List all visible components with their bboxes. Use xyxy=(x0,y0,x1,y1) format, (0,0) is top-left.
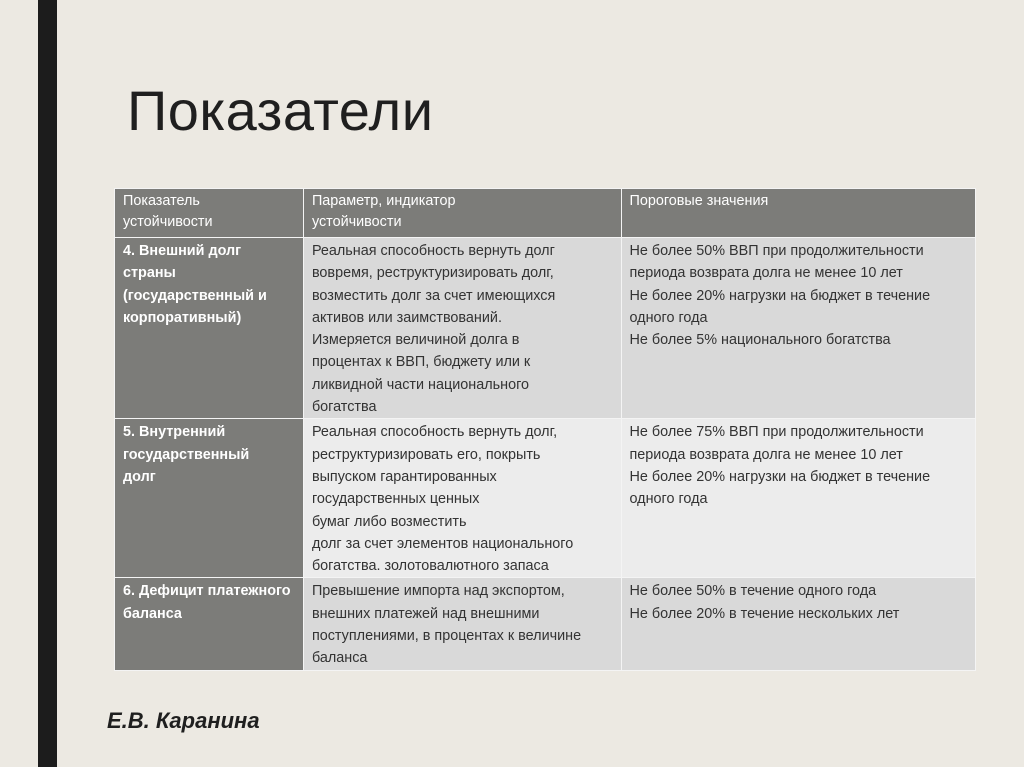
cell-line: процентах к ВВП, бюджету или к xyxy=(311,354,531,371)
cell-line: Не более 75% ВВП при продолжительности xyxy=(629,424,924,441)
cell-line: баланса xyxy=(123,605,182,622)
cell-line: баланса xyxy=(311,650,368,667)
table-header-row xyxy=(115,189,976,238)
cell-line: бумаг либо возместить xyxy=(311,513,467,530)
cell-line: периода возврата долга не менее 10 лет xyxy=(629,265,903,282)
header-line: Показатель xyxy=(123,193,200,209)
cell-line: Превышение импорта над экспортом, xyxy=(311,583,565,600)
cell-line: 4. Внешний долг xyxy=(123,243,242,259)
cell-line: долг xyxy=(123,468,156,485)
header-parameter xyxy=(303,189,621,238)
cell-line: активов или заимствований. xyxy=(311,309,502,326)
cell-line: 5. Внутренний xyxy=(123,424,226,441)
cell-line: Не более 20% в течение нескольких лет xyxy=(629,605,900,622)
header-indicator xyxy=(115,189,304,238)
cell-line: Не более 5% национального богатства xyxy=(629,332,891,349)
cell-line: Не более 50% ВВП при продолжительности xyxy=(629,243,924,259)
cell-line: государственный xyxy=(123,446,250,463)
table-row xyxy=(115,419,976,578)
row-threshold xyxy=(621,578,976,670)
row-parameter xyxy=(303,419,621,578)
cell-line: периода возврата долга не менее 10 лет xyxy=(629,446,903,463)
cell-line: одного года xyxy=(629,491,708,508)
cell-line: корпоративный) xyxy=(123,309,242,326)
cell-line: страны xyxy=(123,265,176,282)
cell-line: Не более 20% нагрузки на бюджет в течение xyxy=(629,287,931,304)
cell-line: Реальная способность вернуть долг, xyxy=(311,424,558,441)
header-line: Пороговые значения xyxy=(629,193,769,209)
row-parameter xyxy=(303,238,621,419)
table-row xyxy=(115,238,976,419)
cell-line: Не более 20% нагрузки на бюджет в течение xyxy=(629,468,931,485)
left-accent-bar xyxy=(38,0,57,767)
cell-line: реструктуризировать его, покрыть xyxy=(311,446,541,463)
cell-line: возместить долг за счет имеющихся xyxy=(311,287,556,304)
cell-line: Не более 50% в течение одного года xyxy=(629,583,877,600)
cell-line: ликвидной части национального xyxy=(311,376,530,393)
cell-line: Измеряется величиной долга в xyxy=(311,332,520,349)
table-row xyxy=(115,578,976,670)
cell-line: выпуском гарантированных xyxy=(311,468,497,485)
row-indicator xyxy=(115,578,304,670)
cell-line: внешних платежей над внешними xyxy=(311,605,540,622)
cell-line: одного года xyxy=(629,309,708,326)
author-name: Е.В. Каранина xyxy=(107,708,260,733)
row-indicator xyxy=(115,238,304,419)
cell-line: государственных ценных xyxy=(311,491,480,508)
header-threshold xyxy=(621,189,976,238)
cell-line: богатства. золотовалютного запаса xyxy=(311,558,549,575)
row-indicator xyxy=(115,419,304,578)
header-line: устойчивости xyxy=(311,214,402,230)
row-parameter xyxy=(303,578,621,670)
row-threshold xyxy=(621,419,976,578)
cell-line: Реальная способность вернуть долг xyxy=(311,243,555,259)
cell-line: богатства xyxy=(311,399,377,416)
cell-line: 6. Дефицит платежного xyxy=(123,583,291,600)
cell-line: поступлениями, в процентах к величине xyxy=(311,628,582,645)
cell-line: (государственный и xyxy=(123,287,267,304)
cell-line: вовремя, реструктуризировать долг, xyxy=(311,265,554,282)
slide-title: Показатели xyxy=(127,79,434,142)
header-line: устойчивости xyxy=(123,214,213,230)
cell-line: долг за счет элементов национального xyxy=(311,535,574,552)
header-line: Параметр, индикатор xyxy=(311,193,456,209)
indicators-table xyxy=(114,188,976,671)
row-threshold xyxy=(621,238,976,419)
